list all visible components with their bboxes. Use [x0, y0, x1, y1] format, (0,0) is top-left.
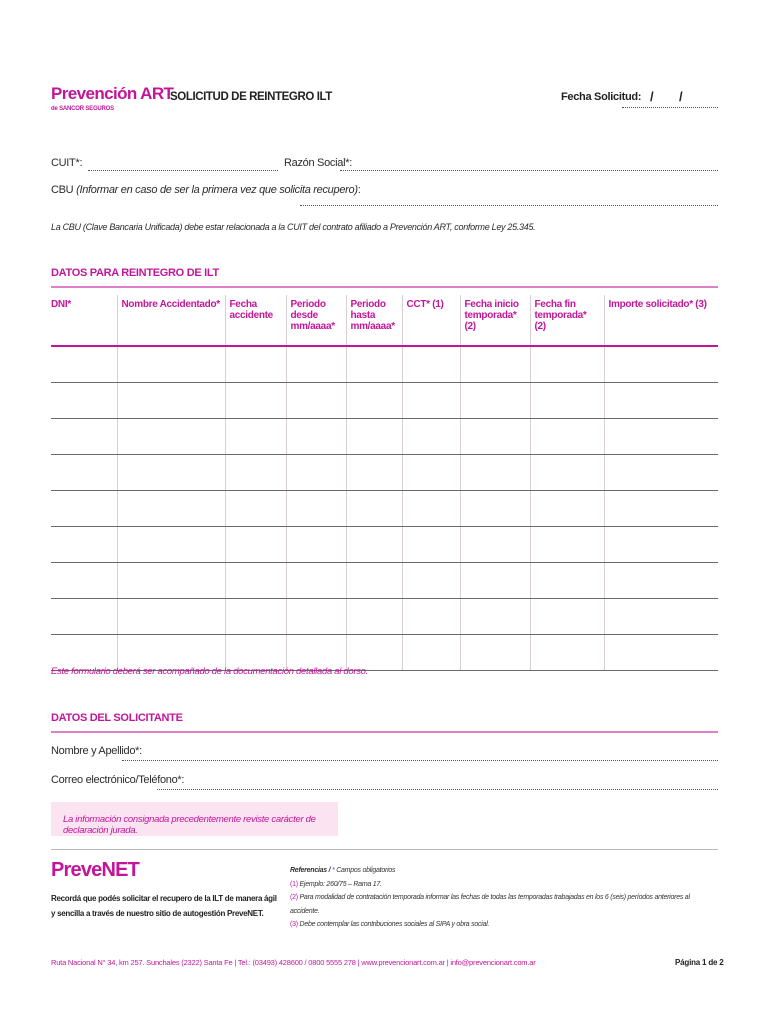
footer-address: Ruta Nacional N° 34, km 257. Sunchales (2322) Santa Fe | Tel.: (03493) 428600 / 0800 5555 278 | www.prevencionart.com.ar | info@prevencionart.com.ar — [51, 958, 536, 967]
table-cell[interactable] — [604, 455, 718, 491]
razon-social-label: Razón Social*: — [284, 157, 352, 169]
table-cell[interactable] — [460, 346, 530, 383]
table-cell[interactable] — [402, 419, 460, 455]
table-body — [51, 346, 718, 671]
table-cell[interactable] — [286, 599, 346, 635]
cbu-label: CBU (Informar en caso de ser la primera vez que solicita recupero): — [51, 184, 361, 196]
declaration-box: La información consignada precedentemente reviste carácter de declaración jurada. — [51, 802, 338, 836]
table-row — [51, 455, 718, 491]
brand-logo: Prevención ART — [51, 84, 174, 103]
column-header: Fecha inicio temporada* (2) — [460, 295, 530, 346]
table-row — [51, 491, 718, 527]
reintegro-table — [51, 295, 718, 671]
table-cell[interactable] — [51, 491, 117, 527]
table-cell[interactable] — [51, 419, 117, 455]
table-cell[interactable] — [530, 563, 604, 599]
table-cell[interactable] — [402, 455, 460, 491]
page-number: Página 1 de 2 — [675, 958, 724, 967]
table-cell[interactable] — [225, 455, 286, 491]
razon-social-field[interactable] — [340, 170, 718, 171]
column-header: Nombre Accidentado* — [117, 295, 225, 346]
date-separator: / — [650, 89, 654, 104]
attachment-note: Este formulario deberá ser acompañado de la documentación detallada al dorso. — [51, 666, 368, 677]
table-cell[interactable] — [530, 419, 604, 455]
cbu-note: La CBU (Clave Bancaria Unificada) debe estar relacionada a la CUIT del contrato afiliado a Prevención ART, conforme Ley 25.345. — [51, 222, 536, 232]
table-cell[interactable] — [604, 491, 718, 527]
table-cell[interactable] — [117, 419, 225, 455]
table-cell[interactable] — [604, 599, 718, 635]
table-row — [51, 527, 718, 563]
table-cell[interactable] — [346, 527, 402, 563]
table-cell[interactable] — [117, 383, 225, 419]
table-cell[interactable] — [225, 383, 286, 419]
table-cell[interactable] — [286, 491, 346, 527]
date-separator: / — [679, 89, 683, 104]
table-cell[interactable] — [402, 563, 460, 599]
table-cell[interactable] — [530, 455, 604, 491]
references — [290, 864, 720, 932]
table-cell[interactable] — [117, 346, 225, 383]
table-cell[interactable] — [460, 419, 530, 455]
table-cell[interactable] — [346, 491, 402, 527]
table-cell[interactable] — [51, 527, 117, 563]
table-cell[interactable] — [346, 383, 402, 419]
table-cell[interactable] — [286, 383, 346, 419]
section-title-reintegro: DATOS PARA REINTEGRO DE ILT — [51, 267, 219, 279]
table-cell[interactable] — [604, 383, 718, 419]
section-title-solicitante: DATOS DEL SOLICITANTE — [51, 712, 183, 724]
section-divider — [51, 286, 718, 288]
table-cell[interactable] — [117, 563, 225, 599]
prevenet-text: Recordá que podés solicitar el recupero de la ILT de manera ágil y sencilla a través de nuestro sitio de autogestión PreveNET. — [51, 894, 277, 918]
table-cell[interactable] — [530, 635, 604, 671]
column-header: Fecha fin temporada* (2) — [530, 295, 604, 346]
table-cell[interactable] — [117, 491, 225, 527]
table-cell[interactable] — [460, 563, 530, 599]
table-header-row — [51, 295, 718, 346]
table-cell[interactable] — [225, 419, 286, 455]
table-cell[interactable] — [225, 346, 286, 383]
cuit-label: CUIT*: — [51, 157, 83, 169]
table-row — [51, 383, 718, 419]
table-cell[interactable] — [402, 635, 460, 671]
table-cell[interactable] — [346, 563, 402, 599]
table-cell[interactable] — [530, 346, 604, 383]
table-cell[interactable] — [225, 599, 286, 635]
fecha-solicitud-field[interactable] — [622, 107, 718, 108]
column-header: Periodo hasta mm/aaaa* — [346, 295, 402, 346]
table-cell[interactable] — [460, 635, 530, 671]
table-cell[interactable] — [346, 419, 402, 455]
table-cell[interactable] — [530, 383, 604, 419]
table-cell[interactable] — [51, 383, 117, 419]
table-cell[interactable] — [530, 527, 604, 563]
nombre-apellido-label: Nombre y Apellido*: — [51, 745, 142, 757]
table-cell[interactable] — [460, 455, 530, 491]
table-cell[interactable] — [604, 346, 718, 383]
table-cell[interactable] — [604, 563, 718, 599]
column-header: Periodo desde mm/aaaa* — [286, 295, 346, 346]
reference-item: (2) Para modalidad de contratación temporada informar las fechas de todas las temporadas trabajadas en los 6 (seis) períodos anteriores al accidente. — [290, 894, 690, 915]
table-cell[interactable] — [51, 346, 117, 383]
table-cell[interactable] — [286, 527, 346, 563]
table-cell[interactable] — [402, 599, 460, 635]
table-row — [51, 599, 718, 635]
table-row — [51, 563, 718, 599]
section-divider — [51, 731, 718, 733]
table-cell[interactable] — [346, 346, 402, 383]
column-header: DNI* — [51, 295, 117, 346]
page-title: SOLICITUD DE REINTEGRO ILT — [170, 91, 332, 103]
table-cell[interactable] — [51, 599, 117, 635]
fecha-solicitud-label: Fecha Solicitud: — [561, 91, 642, 103]
table-cell[interactable] — [530, 599, 604, 635]
table-cell[interactable] — [530, 491, 604, 527]
cuit-field[interactable] — [88, 170, 278, 171]
table-cell[interactable] — [460, 491, 530, 527]
table-cell[interactable] — [402, 383, 460, 419]
table-cell[interactable] — [402, 346, 460, 383]
table-cell[interactable] — [604, 419, 718, 455]
table-cell[interactable] — [225, 491, 286, 527]
table-cell[interactable] — [460, 383, 530, 419]
correo-telefono-field[interactable] — [157, 789, 718, 790]
table-cell[interactable] — [346, 455, 402, 491]
table-cell[interactable] — [402, 527, 460, 563]
table-cell[interactable] — [604, 527, 718, 563]
brand-logo-sub: de SANCOR SEGUROS — [51, 106, 114, 112]
table-cell[interactable] — [51, 455, 117, 491]
reference-item: (1) Ejemplo: 260/75 – Rama 17. — [290, 880, 382, 888]
prevenet-logo: PreveNET — [51, 859, 140, 881]
nombre-apellido-field[interactable] — [122, 760, 718, 761]
footer-divider — [51, 849, 718, 850]
table-cell[interactable] — [117, 455, 225, 491]
table-cell[interactable] — [460, 527, 530, 563]
table-row — [51, 346, 718, 383]
table-cell[interactable] — [117, 527, 225, 563]
table-cell[interactable] — [286, 346, 346, 383]
table-cell[interactable] — [51, 563, 117, 599]
table-row — [51, 419, 718, 455]
table-cell[interactable] — [286, 419, 346, 455]
cbu-field[interactable] — [300, 205, 718, 206]
table-cell[interactable] — [225, 563, 286, 599]
table-cell[interactable] — [346, 599, 402, 635]
table-cell[interactable] — [286, 563, 346, 599]
table-cell[interactable] — [604, 635, 718, 671]
table-cell[interactable] — [117, 599, 225, 635]
table-cell[interactable] — [402, 491, 460, 527]
table-cell[interactable] — [225, 527, 286, 563]
correo-telefono-label: Correo electrónico/Teléfono*: — [51, 774, 185, 786]
reference-item: (3) Debe contemplar las contribuciones sociales al SIPA y obra social. — [290, 921, 490, 928]
column-header: Importe solicitado* (3) — [604, 295, 718, 346]
column-header: Fecha accidente — [225, 295, 286, 346]
table-cell[interactable] — [286, 455, 346, 491]
table-cell[interactable] — [460, 599, 530, 635]
column-header: CCT* (1) — [402, 295, 460, 346]
references-heading: Referencias / * Campos obligatorios — [290, 867, 396, 874]
